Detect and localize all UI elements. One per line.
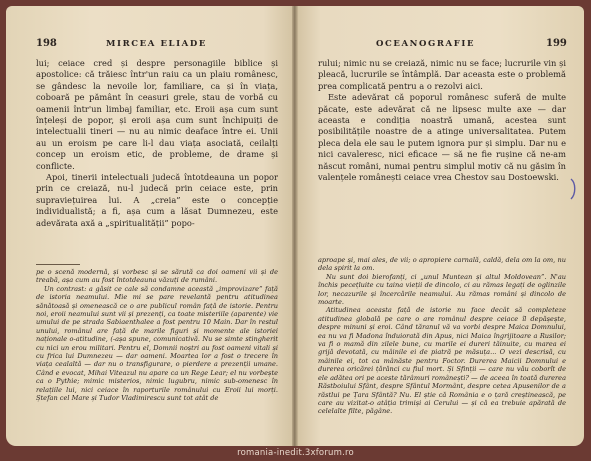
footnote-separator — [36, 264, 80, 265]
pen-mark-icon — [568, 178, 578, 200]
footnote: Un contrast: a găsit ce cale să condamne această „improvizare” față de istoria neamului. Mie mi se pare revelantă pentru atitudinea sănătoasă și omenească ce o are publicul român față de istorie. Pentru noi, eroii neamului sunt vii și prezenți, ca toate misteriile (aparente) vie umului de pe strada Sabiaenthalee a fost pentru 10 Main. Dar în restul unului, românul are față de marile figuri și momente ale istoriei naționale o-atitudine, (-așa spune, comunicativă. Nu se simte stingherit cu nici un erou militari. Pentru el, Domnii noștri au fost oameni vitali și cu frica lui Dumnezeu — dar oameni. Moartea lor a fost o trecere în viața cealaltă — dar nu o transfigurare, o pierdere a prezenții umane. Când e evocat, Mihai Viteazul nu apare ca un Rege Lear; el nu vorbește ca o Pythie; mimic misterios, nimic lugubru, nimic sub-omenesc în relațiile lui, nici ceiace în raporturile românului cu Eroii lui morți. Ștefan cel Mare și Tudor Vladimirescu sunt tot atât de — [36, 284, 278, 403]
page-number-right: 199 — [546, 38, 567, 49]
footnote: Nu sunt doi bierofanți, ci „unul Muntean și altul Moldovean”. N'au închis pecețluite cu taina vieții de dincolo, ci au rămas legați de oglinzile lor, necazurile și încercările neamului. Au rămas români și dincolo de moarte. — [318, 272, 566, 307]
watermark-url: romania-inedit.3xforum.ro — [237, 448, 354, 458]
footnote: Atitudinea aceasta față de istorie nu face decât să completeze atitudinea globală pe care o are românul despre ceiace îl depășește, despre minuni și eroi. Când tăranul vă va vorbi despre Maica Domnului, ea nu va fi Madona înduiorată din Apus, nici Maica îngrijitoare a Rusilor; va fi o mamă din zilele bune, cu marile ei dureri tăinuite, cu marea ei grijă devotată, cu mâinile ei de piatră pe măsuța... O vezi descrisă, cu mâinile ei, tot ca mânăste pentru Foctor. Durerea Maicii Domnului e durerea oricărei țărănci cu fiul mort. Și Sfinții — care nu vău coborît de ele adătea ori pe aceste tărâmuri românești? — de aceea în toată durerea Răstboiului Sfânt, despre Sfântul Mormânt, despre cetea Apusenilor de a răstlui pe Țara Sfântă? Nu. El știe că România e o țară creștinească, pe care au vizitat-o atâția trimiși ai Cerului — și că ea trebuie apărată de celelalte filte, păgâne. — [318, 306, 566, 416]
running-head-left: MIRCEA ELIADE — [106, 39, 207, 49]
paragraph: Este adevărat că poporul românesc suferă de multe păcate, este adevărat că ne lipsesc multe axe — dar aceasta e condiția noastră umană, acestea sunt posibilitățile noastre de a atinge universalitatea. Putem pleca dela ele sau le putem ignora pur și simplu. Dar nu e nici cavaleresc, nici eficace — să ne fie rușine că ne-am născut români, numai pentru simplul motiv că nu găsim în valențele românești ceiace vrea Chestov sau Dostoewski. — [318, 92, 566, 183]
footnote: pe o scenă modernă, și vorbesc și se sărută ca doi oameni vii și de treabă, așa cum au fost întotdeauna văzuți de rumâni. — [36, 268, 278, 285]
left-page — [6, 6, 292, 446]
page-number-left: 198 — [36, 38, 57, 49]
paragraph: lui; ceiace cred și despre personagiile biblice și apostolice: că trăiesc într'un raiu ca un plaiu românesc, se gândesc la nevoile lor, familiare, ca și în viața, coboară pe pământ în ceasuri grele, stau de vorbă cu oamenii într'un limbaj familiar, etc. Eroii așa cum sunt înțeleși de popor, și eroii așa cum sunt închipuiți de intelectualii tineri — nu au nimic deafacе între ei. Unii au un eroism pe care li-l dau viața asociată, ceilalți concep un eroism etic, de probleme, de drame și conflicte. — [36, 58, 278, 171]
paragraph: Apoi, tinerii intelectuali judecă întotdeauna un popor prin ce creiază, nu-l judecă prin ceiace este, prin supraviețuirea lui. A „creia” este o concepție individualistă; a fi, așa cum a lăsat Dumnezeu, este adevărata axă a „spiritualității” popo- — [36, 172, 278, 228]
right-page — [298, 6, 584, 446]
body-text-left — [36, 58, 278, 229]
running-head-right: OCEANOGRAFIE — [376, 39, 476, 49]
paragraph: rului; nimic nu se creiază, nimic nu se face; lucrurile vin și pleacă, lucrurile se întâmplă. Dar aceasta este o problemă prea complicată pentru a o rezolvi aici. — [318, 58, 566, 91]
body-text-right — [318, 58, 566, 183]
footnotes-right — [318, 256, 566, 416]
footnote: aproape și, mai ales, de vii; o apropiere carnală, caldă, dela om la om, nu dela spirit la om. — [318, 256, 566, 273]
footnotes-left — [36, 268, 278, 403]
